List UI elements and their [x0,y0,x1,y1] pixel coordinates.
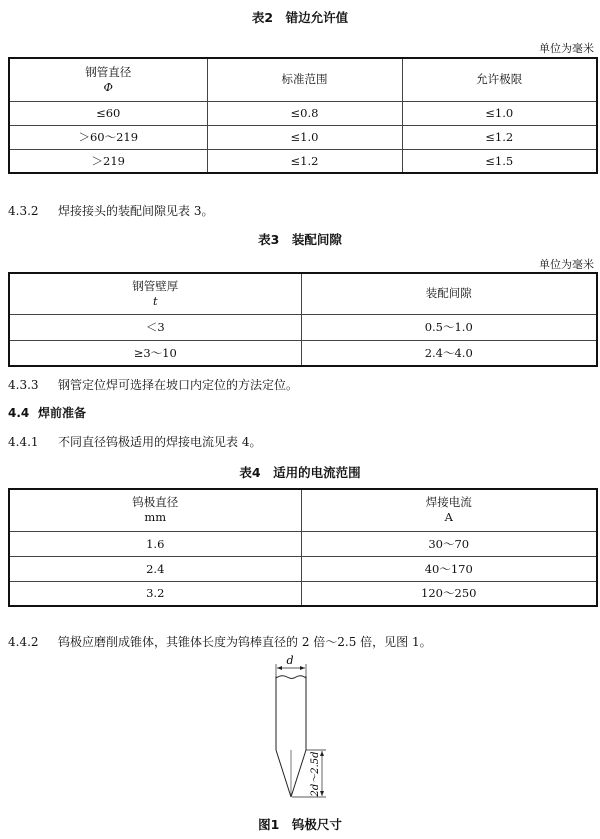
table-cell: ≤0.8 [207,101,402,125]
paragraph-text: 钢管定位焊可选择在坡口内定位的方法定位。 [58,378,299,392]
table-cell: ≥3～10 [9,340,301,366]
table3-header-thickness: 钢管壁厚 t [9,273,301,314]
paragraph-number: 4.4.1 [8,435,39,449]
table3-caption: 表3 装配间隙 [258,232,342,247]
table4-header-current: 焊接电流 A [301,489,597,531]
table-cell: ≤1.0 [207,125,402,149]
table-cell: 0.5～1.0 [301,314,597,340]
table-cell: ＞60～219 [9,125,207,149]
paragraph-text: 焊接接头的装配间隙见表 3。 [58,204,214,218]
paragraph-text: 不同直径钨极适用的焊接电流见表 4。 [58,435,262,449]
paragraph-number: 4.3.2 [8,204,39,218]
table3-header-gap: 装配间隙 [301,273,597,314]
table2-caption: 表2 错边允许值 [251,10,349,25]
section-number: 4.4 [8,406,30,420]
table-cell: 1.6 [9,531,301,556]
table-cell: ≤1.0 [402,101,597,125]
table3-unit: 单位为毫米 [539,258,594,271]
table-cell: 2.4～4.0 [301,340,597,366]
figure1-caption: 图1 钨极尺寸 [258,817,342,832]
table-cell: ＜3 [9,314,301,340]
table4-caption: 表4 适用的电流范围 [239,465,361,480]
dim-d-arrow-left [277,666,282,670]
section-title: 焊前准备 [38,406,87,420]
table4-header-diameter: 钨极直径 mm [9,489,301,531]
paragraph-number: 4.4.2 [8,635,39,649]
table-cell: 2.4 [9,556,301,581]
table-cell: 30～70 [301,531,597,556]
table-cell: 120～250 [301,581,597,606]
table2-unit: 单位为毫米 [539,42,594,55]
table-cell: ≤1.5 [402,149,597,173]
table2-header-diameter: 钢管直径 Φ [9,58,207,101]
dim-d-label: d [286,654,294,667]
paragraph-text: 钨极应磨削成锥体，其锥体长度为钨棒直径的 2 倍～2.5 倍，见图 1。 [58,635,432,649]
electrode-cone-right [291,750,306,797]
table-cell: 3.2 [9,581,301,606]
electrode-cone-left [276,750,291,797]
table-cell: ＞219 [9,149,207,173]
dim-d-arrow-right [300,666,305,670]
table2-header-standard: 标准范围 [207,58,402,101]
table-cell: 40～170 [301,556,597,581]
paragraph-number: 4.3.3 [8,378,39,392]
table-cell: ≤1.2 [402,125,597,149]
table-cell: ≤1.2 [207,149,402,173]
dim-length-label: 2d～2.5d [310,751,321,797]
electrode-break-line [276,676,306,679]
table2-header-limit: 允许极限 [402,58,597,101]
table-cell: ≤60 [9,101,207,125]
